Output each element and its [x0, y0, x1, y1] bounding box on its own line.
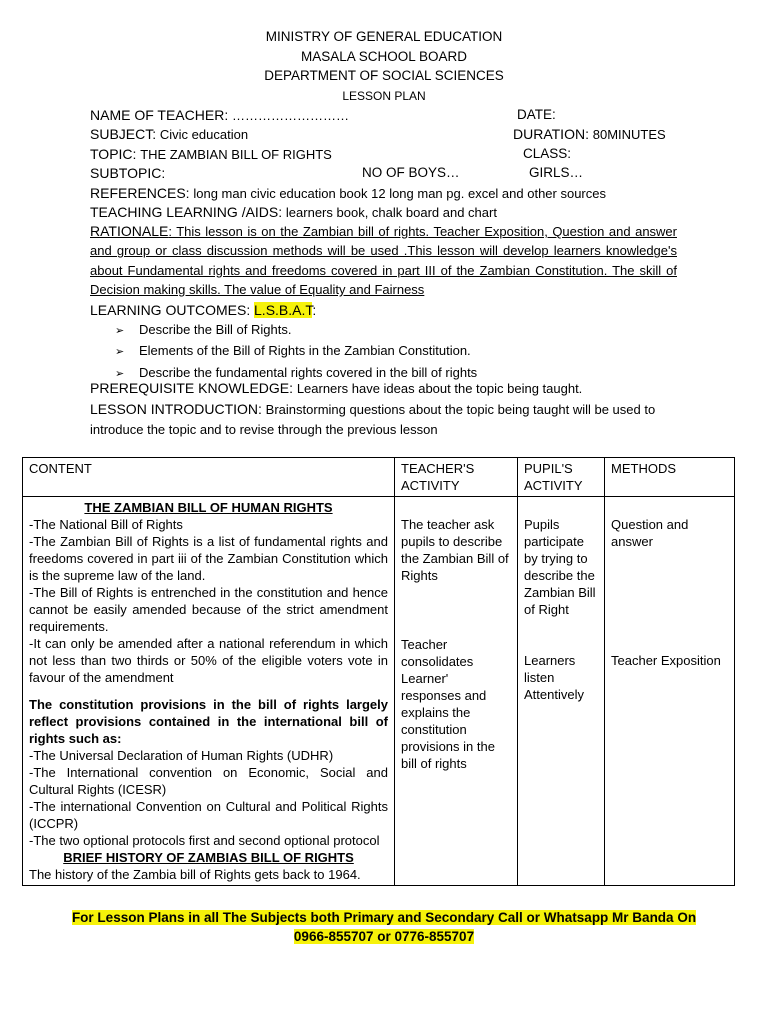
content-title: THE ZAMBIAN BILL OF HUMAN RIGHTS: [84, 500, 333, 515]
introduction-label: LESSON INTRODUCTION:: [90, 401, 262, 417]
content-cell: [23, 497, 395, 886]
arrow-bullet-icon: ➢: [115, 367, 125, 380]
outcome-text: Elements of the Bill of Rights in the Zambian Constitution.: [139, 343, 471, 359]
introduction-value: Brainstorming questions about the topic being taught will be used to introduce the topic and to revise through the previous lesson: [90, 402, 656, 437]
rationale-text: : This lesson is on the Zambian bill of rights. Teacher Exposition, Question and answer and group or class discussion methods will be used .This lesson will develop learners knowledge's about Fundamental rights and freedoms covered in part III of the Zambian Constitution. The skill of Decision making skills. The value of Equality and Fairness: [90, 224, 677, 298]
content-line: -The National Bill of Rights: [29, 517, 183, 532]
teacher-name-label: NAME OF TEACHER:: [90, 107, 229, 123]
subject-label: SUBJECT:: [90, 126, 157, 142]
arrow-bullet-icon: ➢: [115, 346, 125, 359]
aids-row: [90, 204, 497, 220]
lsbat-highlight: L.S.B.A.T: [254, 302, 313, 318]
rationale-paragraph: [90, 222, 677, 300]
pupil-activity-2: Learners listen Attentively: [524, 653, 584, 702]
footer-phone-numbers: 0966-855707 or 0776-855707: [293, 929, 475, 944]
duration-row: [513, 126, 666, 142]
lesson-table: [22, 457, 735, 886]
lesson-plan-heading: LESSON PLAN: [342, 89, 426, 103]
method-1: Question and answer: [611, 517, 689, 549]
references-value: long man civic education book 12 long man pg. excel and other sources: [193, 186, 606, 201]
method-2: Teacher Exposition: [611, 653, 721, 668]
girls-label: GIRLS…: [529, 165, 584, 180]
content-line: The history of the Zambia bill of Rights gets back to 1964.: [29, 867, 361, 882]
pupil-activity-header: PUPIL'S ACTIVITY: [518, 458, 605, 497]
references-label: REFERENCES:: [90, 185, 190, 201]
arrow-bullet-icon: ➢: [115, 325, 125, 337]
teacher-activity-2: Teacher consolidates Learner' responses and explains the constitution provisions in the bill of rights: [401, 637, 495, 771]
methods-header: METHODS: [605, 458, 735, 497]
date-label: DATE:: [517, 107, 556, 122]
subject-value: Civic education: [159, 127, 249, 142]
boys-label: NO OF BOYS…: [362, 165, 460, 180]
content-line: -It can only be amended after a national referendum in which not less than two thirds or 50% of the eligible voters vote in favour of the amendment: [29, 636, 388, 685]
content-line: -The International convention on Economic, Social and Cultural Rights (ICESR): [29, 765, 388, 797]
school-board-heading: MASALA SCHOOL BOARD: [300, 49, 468, 64]
content-title-history: BRIEF HISTORY OF ZAMBIAS BILL OF RIGHTS: [63, 850, 354, 865]
topic-value: THE ZAMBIAN BILL OF RIGHTS: [140, 147, 332, 162]
pupil-activity-cell: [518, 497, 605, 886]
outcome-text: Describe the fundamental rights covered in the bill of rights: [139, 364, 478, 380]
references-row: [90, 185, 606, 201]
rationale-label: RATIONALE: [90, 223, 169, 239]
content-line: -The two optional protocols first and second optional protocol: [29, 833, 380, 848]
ministry-heading: MINISTRY OF GENERAL EDUCATION: [265, 29, 503, 44]
outcomes-label: LEARNING OUTCOMES:: [90, 302, 251, 318]
class-label: CLASS:: [523, 146, 572, 161]
content-line: -The Universal Declaration of Human Rights (UDHR): [29, 748, 334, 763]
teacher-activity-header: TEACHER'S ACTIVITY: [395, 458, 518, 497]
table-row: [23, 497, 735, 886]
content-bold-paragraph: The constitution provisions in the bill of rights largely reflect provisions contained in the international bill of rights such as:: [29, 697, 388, 746]
prerequisite-value: Learners have ideas about the topic being taught.: [296, 381, 583, 396]
list-item: [115, 341, 477, 362]
methods-cell: [605, 497, 735, 886]
list-item: [115, 320, 477, 341]
spacer: [29, 686, 388, 696]
topic-label: TOPIC:: [90, 146, 137, 162]
teacher-name-value: ………………………: [231, 108, 349, 123]
pupil-activity-1: Pupils participate by trying to describe the Zambian Bill of Right: [524, 517, 596, 617]
subject-row: [90, 126, 248, 142]
content-header: CONTENT: [23, 458, 395, 497]
table-header-row: [23, 458, 735, 497]
footer-line-1: For Lesson Plans in all The Subjects both Primary and Secondary Call or Whatsapp Mr Banda On: [71, 910, 697, 925]
outcomes-list: [115, 320, 477, 384]
outcomes-row: [90, 302, 316, 318]
aids-label: TEACHING LEARNING /AIDS:: [90, 204, 283, 220]
subtopic-label: SUBTOPIC:: [90, 165, 166, 181]
duration-label: DURATION:: [513, 126, 589, 142]
prerequisite-row: [90, 380, 582, 396]
prerequisite-label: PREREQUISITE KNOWLEDGE:: [90, 380, 294, 396]
duration-value: 80MINUTES: [592, 127, 666, 142]
department-heading: DEPARTMENT OF SOCIAL SCIENCES: [264, 68, 504, 83]
teacher-activity-cell: [395, 497, 518, 886]
content-line: -The international Convention on Cultural and Political Rights (ICCPR): [29, 799, 388, 831]
content-line: -The Zambian Bill of Rights is a list of fundamental rights and freedoms covered in part iii of the Zambian Constitution which is the supreme law of the land.: [29, 534, 388, 583]
aids-value: learners book, chalk board and chart: [285, 205, 497, 220]
outcomes-colon: :: [312, 302, 317, 318]
footer-contact: [0, 908, 768, 946]
teacher-name-row: [90, 107, 349, 123]
outcome-text: Describe the Bill of Rights.: [139, 322, 292, 337]
content-line: -The Bill of Rights is entrenched in the constitution and hence cannot be easily amended because of the strict amendment requirements.: [29, 585, 388, 634]
lesson-introduction: [90, 399, 680, 440]
topic-row: [90, 146, 332, 162]
teacher-activity-1: The teacher ask pupils to describe the Zambian Bill of Rights: [401, 517, 509, 583]
